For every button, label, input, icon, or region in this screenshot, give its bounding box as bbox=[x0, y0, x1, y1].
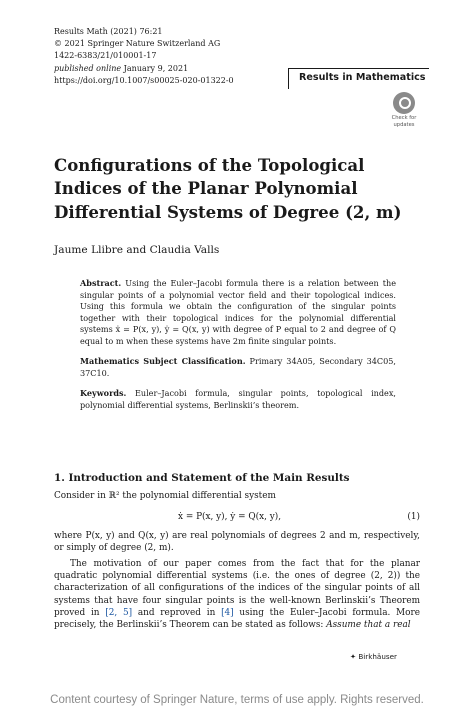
published-date: January 9, 2021 bbox=[121, 63, 189, 73]
intro-where: where P(x, y) and Q(x, y) are real polynomials of degrees 2 and m, respectively, or simply of degree (2, m). bbox=[54, 531, 420, 554]
msc-label: Mathematics Subject Classification. bbox=[80, 356, 246, 366]
published-line bbox=[54, 63, 234, 75]
copyright-line: © 2021 Springer Nature Switzerland AG bbox=[54, 39, 221, 49]
para-text-1: The motivation of our paper comes from the fact that for the planar quadratic polynomial differential systems (i.e. the ones of degree (2, 2)) the characterization of all configurations of the indices of the singular points of all systems that have four singular points is the well-known Berlinskii’s Theorem proved in bbox=[54, 559, 420, 618]
check-updates-icon bbox=[393, 92, 415, 114]
section-heading: 1. Introduction and Statement of the Main Results bbox=[54, 472, 350, 484]
keywords-text: Euler–Jacobi formula, singular points, topological index, polynomial differential systems, Berlinskii’s theorem. bbox=[80, 388, 396, 410]
issn-line: 1422-6383/21/010001-17 bbox=[54, 51, 157, 61]
para-text-italic: Assume that a real bbox=[326, 620, 411, 631]
abstract-label: Abstract. bbox=[80, 278, 122, 288]
motivation-paragraph bbox=[54, 558, 420, 631]
abstract-text: Using the Euler–Jacobi formula there is a relation between the singular points of a polynomial vector field and their topological indices. Using this formula we obtain the configuration of the singular points together with their topological indices for the polynomial differential systems ẋ = P(x, y), ẏ = Q(x, y) with degree of P equal to 2 and degree of Q equal to m when these systems have 2m finite singular points. bbox=[80, 278, 396, 346]
keywords bbox=[80, 388, 396, 411]
footer-notice: Content courtesy of Springer Nature, terms of use apply. Rights reserved. bbox=[50, 694, 424, 706]
article-metadata bbox=[54, 26, 234, 87]
publisher-logo bbox=[350, 652, 397, 661]
paper-title: Configurations of the Topological Indices of the Planar Polynomial Differential Systems of Degree (2, m) bbox=[54, 155, 402, 222]
intro-sentence: Consider in ℝ² the polynomial differential system bbox=[54, 491, 276, 501]
equation-number: (1) bbox=[407, 512, 420, 522]
badge-label-2: updates bbox=[393, 122, 415, 128]
abstract-block bbox=[80, 278, 396, 420]
para-text-3: using the Euler–Jacobi formula. More precisely, the Berlinskii’s Theorem can be stated as follows: bbox=[54, 607, 420, 631]
equation-expression: ẋ = P(x, y), ẏ = Q(x, y), bbox=[178, 512, 282, 522]
msc-text: Primary 34A05, Secondary 34C05, 37C10. bbox=[80, 356, 396, 378]
birkhauser-icon: ✦ bbox=[350, 652, 359, 661]
abstract bbox=[80, 278, 396, 347]
keywords-label: Keywords. bbox=[80, 388, 127, 398]
citation-line: Results Math (2021) 76:21 bbox=[54, 27, 163, 36]
authors: Jaume Llibre and Claudia Valls bbox=[54, 244, 220, 256]
published-label: published online bbox=[54, 63, 122, 73]
journal-name: Results in Mathematics bbox=[288, 68, 429, 89]
publisher-name: Birkhäuser bbox=[358, 652, 397, 661]
citation-link[interactable]: [2, 5] bbox=[105, 607, 133, 618]
msc bbox=[80, 356, 396, 379]
citation-link[interactable]: [4] bbox=[221, 607, 234, 618]
check-for-updates-badge[interactable] bbox=[386, 92, 422, 126]
badge-label-1: Check for bbox=[391, 115, 417, 121]
para-text-2: and reproved in bbox=[132, 607, 222, 618]
doi-link[interactable]: https://doi.org/10.1007/s00025-020-01322-0 bbox=[54, 75, 234, 85]
